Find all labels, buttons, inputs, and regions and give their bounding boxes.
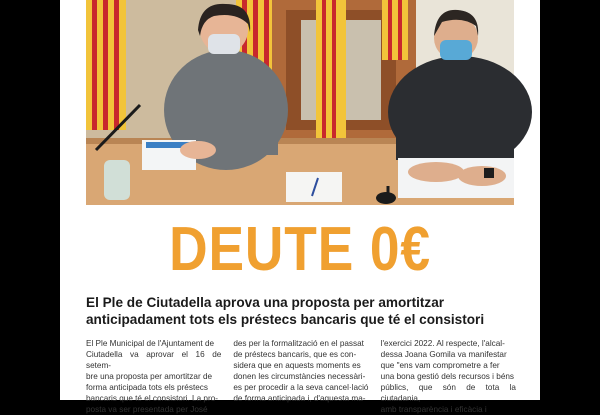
body-line: l'exercici 2022. Al respecte, l'alcal- xyxy=(380,339,505,348)
body-line: de forma anticipada i, d'aquesta ma- xyxy=(233,394,366,403)
body-line: dessa Joana Gomila va manifestar xyxy=(380,350,507,359)
body-line: públics, que són de tota la ciutadania, xyxy=(380,383,516,403)
body-line: Ciutadella va aprovar el 16 de setem- xyxy=(86,350,222,370)
subheadline-line: El Ple de Ciutadella aprova una proposta per amortitzar xyxy=(86,295,445,310)
body-line: des per la formalització en el passat xyxy=(233,339,364,348)
article-body xyxy=(86,338,516,415)
newspaper-page xyxy=(60,0,540,414)
article-photo xyxy=(86,0,514,205)
article-column xyxy=(86,338,221,415)
body-line: que "ens vam comprometre a fer xyxy=(380,361,500,370)
body-line: forma anticipada tots els préstecs xyxy=(86,383,208,392)
body-line: de préstecs bancaris, que es con- xyxy=(233,350,357,359)
body-line: bre una proposta per amortitzar de xyxy=(86,372,213,381)
headline: DEUTE 0€ xyxy=(169,215,431,284)
article-column xyxy=(233,338,368,415)
subheadline xyxy=(86,294,516,328)
body-line: El Ple Municipal de l'Ajuntament de xyxy=(86,339,215,348)
body-line: posta va ser presentada per José xyxy=(86,405,208,414)
body-line: donen les circumstàncies necessàri- xyxy=(233,372,366,381)
body-line: es per procedir a la seva cancel·lació xyxy=(233,383,369,392)
body-line: amb transparència i eficàcia i xyxy=(380,405,487,414)
body-line: bancaris que té el consistori. La pro- xyxy=(86,394,218,403)
body-line: una bona gestió dels recursos i béns xyxy=(380,372,515,381)
body-line: sidera que en aquests moments es xyxy=(233,361,361,370)
article-column xyxy=(381,338,516,415)
subheadline-line: anticipadament tots els préstecs bancaris que té el consistori xyxy=(86,312,485,327)
